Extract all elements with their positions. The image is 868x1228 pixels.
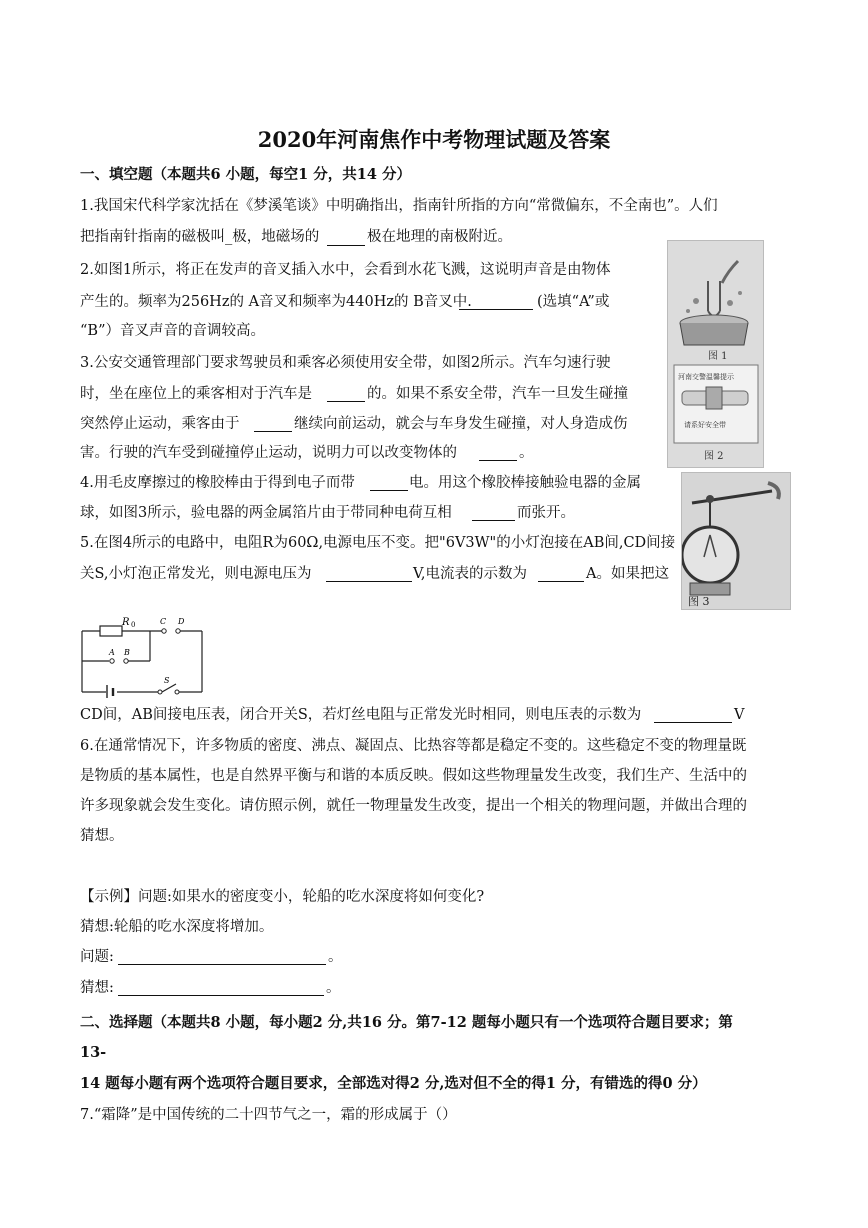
- q1-line1: 1.我国宋代科学家沈括在《梦溪笔谈》中明确指出，指南针所指的方向“常微偏东，不全南也”。人们: [80, 198, 718, 214]
- q7: 7.“霜降”是中国传统的二十四节气之一，霜的形成属于（）: [80, 1107, 457, 1123]
- fig1-label: 图 1: [708, 351, 728, 362]
- photo-fig1-fig2: [667, 240, 764, 468]
- label-b: B: [124, 648, 130, 657]
- q3-line3a: 突然停止运动，乘客由于: [80, 416, 240, 432]
- answer-guess-label: 猜想:: [80, 980, 114, 996]
- fig2-sign-bottom: 请系好安全带: [684, 421, 726, 429]
- q3-blank2[interactable]: [254, 431, 292, 432]
- answer-question-label: 问题:: [80, 949, 114, 965]
- q3-blank3[interactable]: [479, 460, 517, 461]
- answer-guess-blank[interactable]: [118, 995, 324, 996]
- q4-line2b: 而张开。: [517, 505, 575, 521]
- q6-line4: 猜想。: [80, 828, 124, 844]
- label-r: R: [122, 617, 130, 628]
- q3-line4b: 。: [519, 445, 534, 461]
- q4-blank2[interactable]: [472, 520, 515, 521]
- q4-line1b: 电。用这个橡胶棒接触验电器的金属: [409, 475, 641, 491]
- q4-line1a: 4.用毛皮摩擦过的橡胶棒由于得到电子而带: [80, 475, 355, 491]
- q2-blank[interactable]: [459, 309, 533, 310]
- q3-line2b: 的。如果不系安全带，汽车一旦发生碰撞: [367, 386, 628, 402]
- q3-line4a: 害。行驶的汽车受到碰撞停止运动，说明力可以改变物体的: [80, 445, 457, 461]
- section2-heading-line3: 14 题每小题有两个选项符合题目要求，全部选对得2 分,选对但不全的得1 分，有错选的得0 分）: [80, 1075, 707, 1092]
- q6-line1: 6.在通常情况下，许多物质的密度、沸点、凝固点、比热容等都是稳定不变的。这些稳定不变的物理量既: [80, 738, 747, 754]
- answer-guess-end: 。: [326, 980, 341, 996]
- q3-line1: 3.公安交通管理部门要求驾驶员和乘客必须使用安全带，如图2所示。汽车匀速行驶: [80, 355, 611, 371]
- q5-blank2[interactable]: [538, 581, 584, 582]
- q1-line2b: 极在地理的南极附近。: [367, 229, 512, 245]
- q5-blank1[interactable]: [326, 581, 412, 582]
- q3-line3b: 继续向前运动，就会与车身发生碰撞，对人身造成伤: [294, 416, 628, 432]
- q1-blank[interactable]: [327, 245, 365, 246]
- q5-line1: 5.在图4所示的电路中，电阻R为60Ω,电源电压不变。把"6V3W"的小灯泡接在AB间,CD间接: [80, 535, 676, 551]
- q2-line2b: (选填“A”或: [537, 294, 610, 310]
- q5-line2a: 关S,小灯泡正常发光，则电源电压为: [80, 566, 312, 582]
- fig1-fig2-drawing: [668, 241, 763, 467]
- q5-line3a: CD间，AB间接电压表，闭合开关S，若灯丝电阻与正常发光时相同，则电压表的示数为: [80, 707, 642, 723]
- fig3-label: 图 3: [688, 595, 710, 608]
- fig2-sign-top: 河南交警温馨提示: [678, 373, 734, 381]
- q3-line2a: 时，坐在座位上的乘客相对于汽车是: [80, 386, 312, 402]
- label-c: C: [160, 617, 167, 626]
- circuit-diagram: [76, 614, 212, 698]
- section2-heading-line2: 13-: [80, 1044, 107, 1061]
- page-title: 2020年河南焦作中考物理试题及答案: [257, 127, 611, 152]
- terminal-a: [110, 659, 114, 663]
- example-question: 【示例】问题:如果水的密度变小，轮船的吃水深度将如何变化?: [80, 889, 485, 905]
- answer-question-end: 。: [328, 949, 343, 965]
- label-d: D: [178, 617, 185, 626]
- q3-blank1[interactable]: [327, 401, 365, 402]
- q2-line1: 2.如图1所示，将正在发声的音叉插入水中，会看到水花飞溅，这说明声音是由物体: [80, 262, 611, 278]
- section1-heading: 一、填空题（本题共6 小题，每空1 分，共14 分）: [80, 166, 411, 183]
- q4-line2a: 球，如图3所示，验电器的两金属箔片由于带同种电荷互相: [80, 505, 452, 521]
- label-r-sub: 0: [131, 621, 136, 629]
- switch-s: [162, 684, 176, 692]
- fig2-label: 图 2: [704, 451, 724, 462]
- section2-heading-line1: 二、选择题（本题共8 小题，每小题2 分,共16 分。第7-12 题每小题只有一个选项符合题目要求；第: [80, 1014, 733, 1031]
- label-s: S: [164, 676, 170, 685]
- q6-line3: 许多现象就会发生变化。请仿照示例，就任一物理量发生改变，提出一个相关的物理问题，并做出合理的: [80, 798, 747, 814]
- terminal-b: [124, 659, 128, 663]
- example-guess: 猜想:轮船的吃水深度将增加。: [80, 919, 274, 935]
- q5-line3b: V: [734, 707, 745, 723]
- terminal-d: [176, 629, 180, 633]
- resistor-r0: [100, 626, 122, 636]
- q2-line2a: 产生的。频率为256Hz的 A音叉和频率为440Hz的 B音叉中.: [80, 294, 472, 310]
- q4-blank1[interactable]: [370, 490, 408, 491]
- q2-line3: “B”）音叉声音的音调较高。: [80, 323, 265, 339]
- q6-line2: 是物质的基本属性，也是自然界平衡与和谐的本质反映。假如这些物理量发生改变，我们生产、生活中的: [80, 768, 747, 784]
- terminal-c: [162, 629, 166, 633]
- q5-line2b: V,电流表的示数为: [413, 566, 528, 582]
- label-a: A: [109, 648, 115, 657]
- fig3-drawing: [682, 473, 790, 609]
- q5-line2c: A。如果把这: [586, 566, 669, 582]
- photo-fig3: [681, 472, 791, 610]
- answer-question-blank[interactable]: [118, 964, 326, 965]
- q1-line2a: 把指南针指南的磁极叫_极，地磁场的: [80, 229, 320, 245]
- q5-blank3[interactable]: [654, 722, 732, 723]
